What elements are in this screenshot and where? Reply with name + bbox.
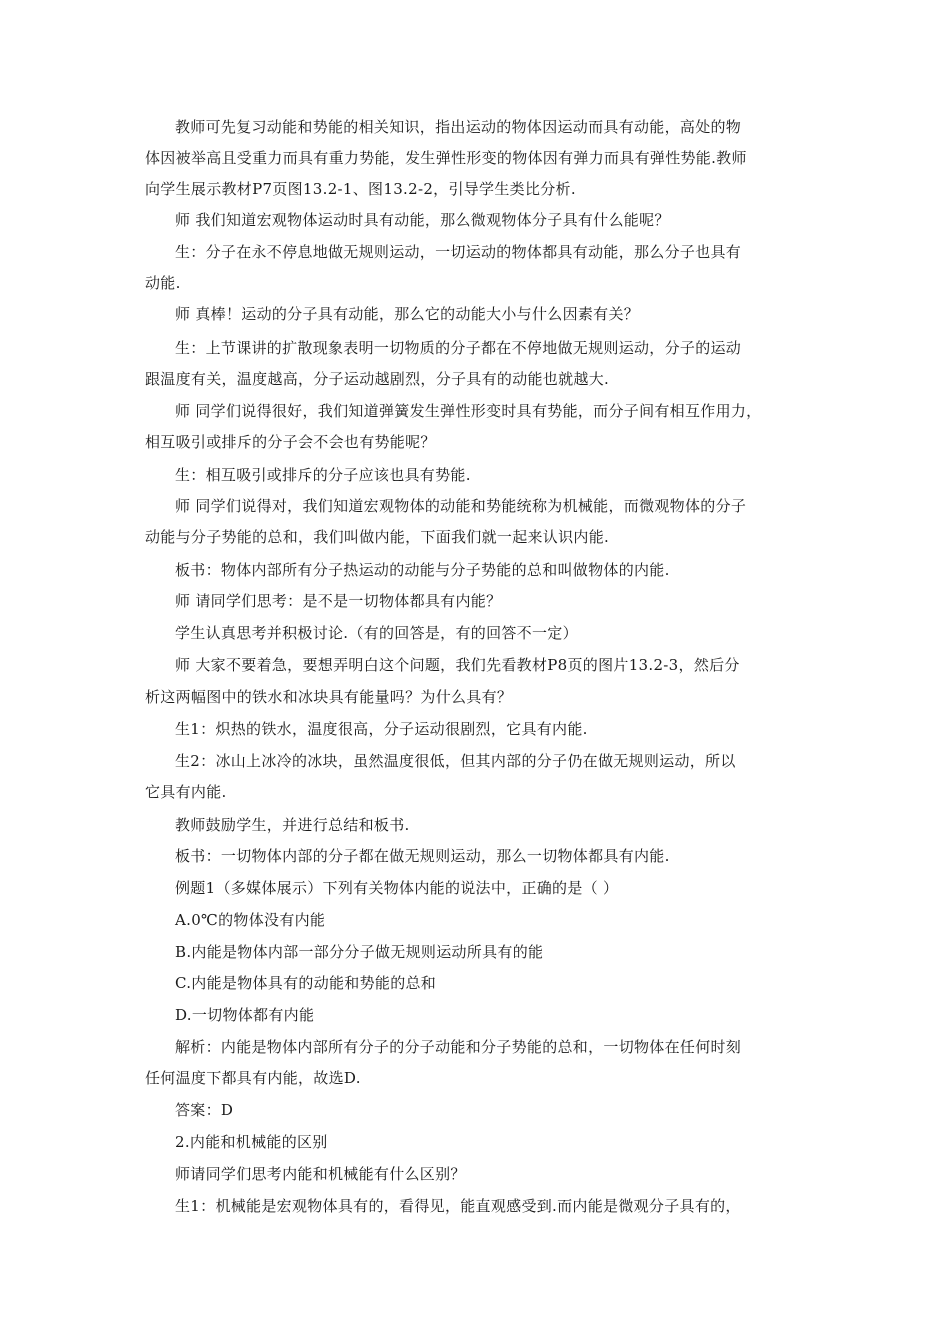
paragraph-line: 师 同学们说得对，我们知道宏观物体的动能和势能统称为机械能，而微观物体的分子 <box>175 497 747 515</box>
paragraph-line: 动能. <box>145 274 181 292</box>
option-d: D.一切物体都有内能 <box>175 1006 315 1024</box>
paragraph-line: 板书：物体内部所有分子热运动的动能与分子势能的总和叫做物体的内能. <box>175 561 670 579</box>
paragraph-line: 生：相互吸引或排斥的分子应该也具有势能. <box>175 466 471 484</box>
paragraph-line: 教师鼓励学生，并进行总结和板书. <box>175 816 410 834</box>
paragraph-line: 师 真棒！运动的分子具有动能，那么它的动能大小与什么因素有关？ <box>175 305 640 323</box>
paragraph-line: 析这两幅图中的铁水和冰块具有能量吗？为什么具有？ <box>145 688 513 706</box>
paragraph-line: 生2：冰山上冰冷的冰块，虽然温度很低，但其内部的分子仍在做无规则运动，所以 <box>175 752 736 770</box>
paragraph-line: 教师可先复习动能和势能的相关知识，指出运动的物体因运动而具有动能，高处的物 <box>175 118 742 136</box>
option-a: A.0℃的物体没有内能 <box>175 911 326 929</box>
paragraph-line: 动能与分子势能的总和，我们叫做内能，下面我们就一起来认识内能. <box>145 528 610 546</box>
paragraph-line: 师 请同学们思考：是不是一切物体都具有内能？ <box>175 592 502 610</box>
paragraph-line: 师 我们知道宏观物体运动时具有动能，那么微观物体分子具有什么能呢？ <box>175 211 670 229</box>
paragraph-line: 例题1（多媒体展示）下列有关物体内能的说法中，正确的是（ ） <box>175 879 619 897</box>
paragraph-line: 学生认真思考并积极讨论.（有的回答是，有的回答不一定） <box>175 624 578 642</box>
paragraph-line: 师 同学们说得很好，我们知道弹簧发生弹性形变时具有势能，而分子间有相互作用力， <box>175 402 762 420</box>
paragraph-line: 体因被举高且受重力而具有重力势能，发生弹性形变的物体因有弹力而具有弹性势能.教师 <box>145 149 747 167</box>
paragraph-line: 任何温度下都具有内能，故选D. <box>145 1069 361 1087</box>
paragraph-line: 跟温度有关，温度越高，分子运动越剧烈，分子具有的动能也就越大. <box>145 370 610 388</box>
section-heading: 2.内能和机械能的区别 <box>175 1133 328 1151</box>
paragraph-line: 生：分子在永不停息地做无规则运动，一切运动的物体都具有动能，那么分子也具有 <box>175 243 742 261</box>
paragraph-line: 它具有内能. <box>145 783 227 801</box>
paragraph-line: 板书：一切物体内部的分子都在做无规则运动，那么一切物体都具有内能. <box>175 847 670 865</box>
paragraph-line: 相互吸引或排斥的分子会不会也有势能呢？ <box>145 433 436 451</box>
paragraph-line: 向学生展示教材P7页图13.2-1、图13.2-2，引导学生类比分析. <box>145 180 576 198</box>
paragraph-line: 师请同学们思考内能和机械能有什么区别？ <box>175 1165 466 1183</box>
option-c: C.内能是物体具有的动能和势能的总和 <box>175 974 437 992</box>
paragraph-line: 生1：炽热的铁水，温度很高，分子运动很剧烈，它具有内能. <box>175 720 588 738</box>
answer-line: 答案：D <box>175 1101 234 1119</box>
paragraph-line: 解析：内能是物体内部所有分子的分子动能和分子势能的总和，一切物体在任何时刻 <box>175 1038 742 1056</box>
paragraph-line: 生1：机械能是宏观物体具有的，看得见，能直观感受到.而内能是微观分子具有的， <box>175 1197 741 1215</box>
paragraph-line: 师 大家不要着急，要想弄明白这个问题，我们先看教材P8页的图片13.2-3，然后分 <box>175 656 740 674</box>
option-b: B.内能是物体内部一部分分子做无规则运动所具有的能 <box>175 943 544 961</box>
paragraph-line: 生：上节课讲的扩散现象表明一切物质的分子都在不停地做无规则运动，分子的运动 <box>175 339 742 357</box>
